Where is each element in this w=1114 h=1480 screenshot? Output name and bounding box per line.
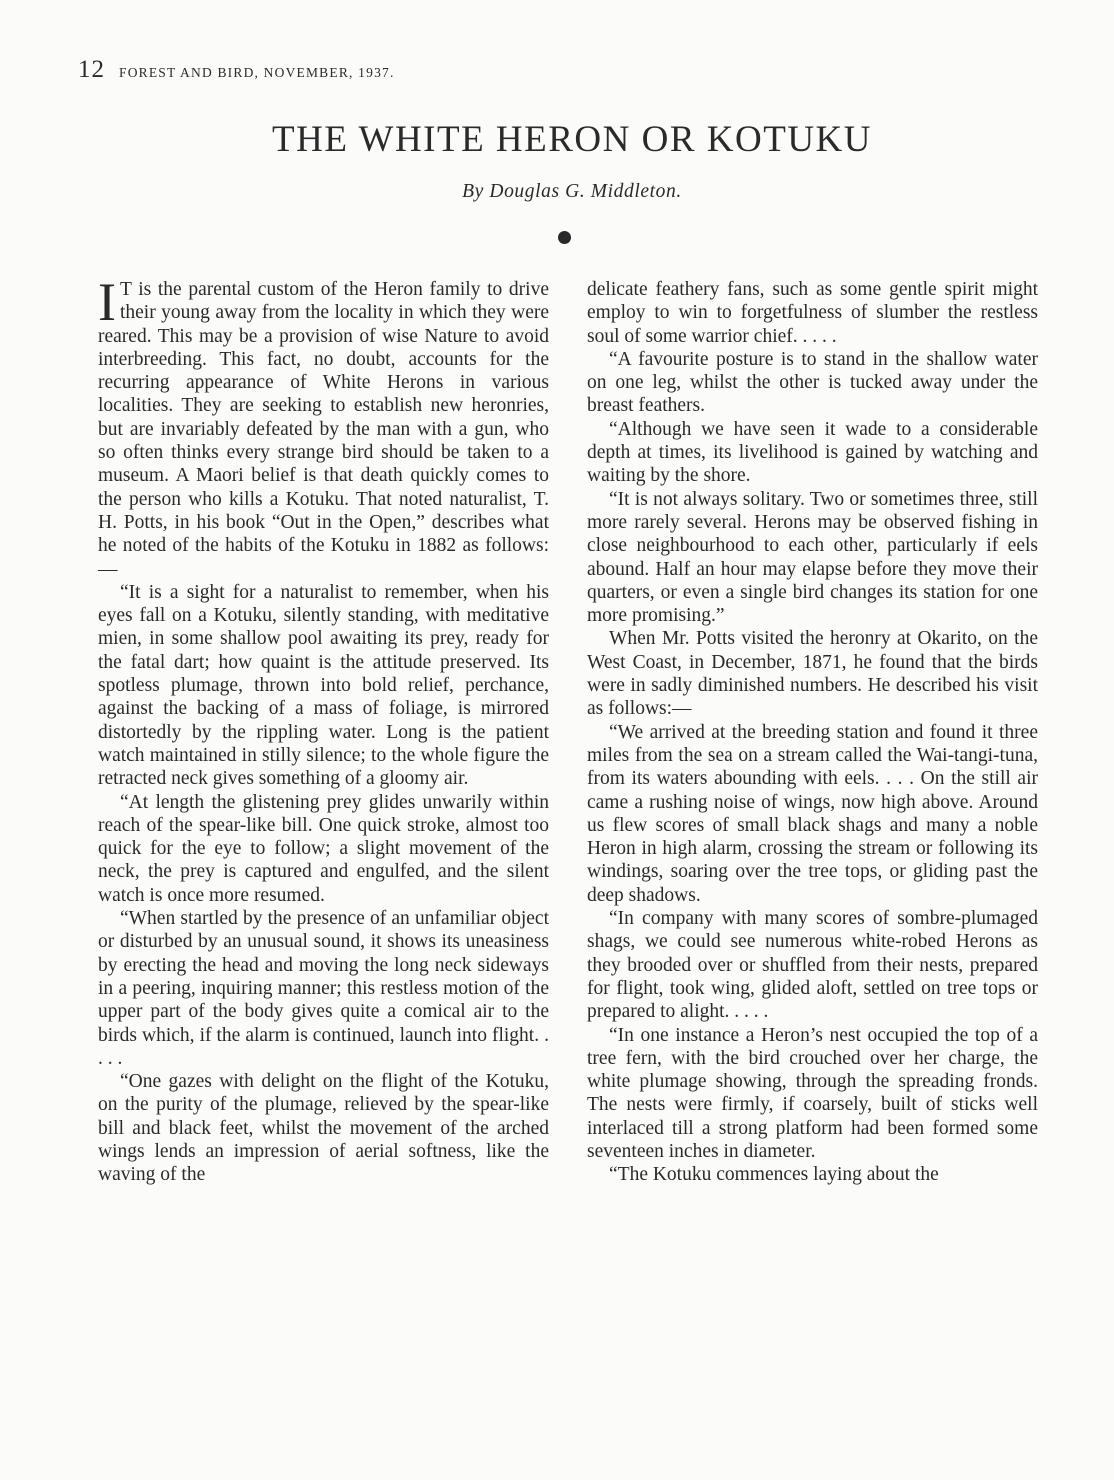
bullet-ornament bbox=[558, 231, 571, 244]
paragraph: “When startled by the presence of an unfamiliar object or disturbed by an unusual sound, it shows its uneasiness by erecting the head and moving the long neck sideways in a peering, inquiring manner; this restless motion of the upper part of the body gives quite a comical air to the birds which, if the alarm is continued, launch into flight. . . . . bbox=[98, 908, 549, 1069]
paragraph: “In one instance a Heron’s nest occupied the top of a tree fern, with the bird crouched over her charge, the white plumage showing, through the spreading fronds. The nests were firmly, if coarsely, built of sticks well interlaced till a strong platform had been formed some seventeen inches in diameter. bbox=[587, 1024, 1038, 1162]
right-column bbox=[587, 278, 1038, 1187]
drop-cap: I bbox=[98, 272, 116, 332]
paragraph: “Although we have seen it wade to a considerable depth at times, its livelihood is gained by watching and waiting by the shore. bbox=[587, 418, 1038, 487]
article-byline: By Douglas G. Middleton. bbox=[462, 181, 682, 202]
left-column bbox=[98, 272, 549, 1187]
paragraph: “One gazes with delight on the flight of the Kotuku, on the purity of the plumage, relieved by the spear-like bill and black feet, whilst the movement of the arched wings lends an impression of aerial softness, like the waving of the bbox=[98, 1071, 549, 1186]
running-head bbox=[78, 56, 395, 84]
paragraph: “In company with many scores of sombre-plumaged shags, we could see numerous white-robed Herons as they brooded over or shuffled from their nests, prepared for flight, took wing, glided aloft, settled on tree tops or prepared to alight. . . . . bbox=[587, 908, 1038, 1023]
paragraph: “It is not always solitary. Two or sometimes three, still more rarely several. Herons may be observed fishing in close neighbourhood to each other, particularly if eels abound. Half an hour may elapse before they move their quarters, or even a single bird changes its station for one more promising.” bbox=[587, 488, 1038, 627]
page-number: 12 bbox=[78, 56, 105, 83]
publication-line: FOREST AND BIRD, NOVEMBER, 1937. bbox=[119, 65, 395, 80]
paragraph: “At length the glistening prey glides unwarily within reach of the spear-like bill. One quick stroke, almost too quick for the eye to follow; a slight movement of the neck, the prey is captured and engulfed, and the silent watch is once more resumed. bbox=[98, 791, 549, 906]
paragraph: When Mr. Potts visited the heronry at Okarito, on the West Coast, in December, 1871, he found that the birds were in sadly diminished numbers. He described his visit as follows:— bbox=[587, 628, 1038, 720]
paragraph-text: T is the parental custom of the Heron family to drive their young away from the locality in which they were reared. This may be a provision of wise Nature to avoid interbreeding. This fact, no doubt, accounts for the recurring appearance of White Herons in various localities. They are seeking to establish new heronries, but are invariably defeated by the man with a gun, who so often thinks every strange bird should be taken to a museum. A Maori belief is that death quickly comes to the person who kills a Kotuku. That noted naturalist, T. H. Potts, in his book “Out in the Open,” describes what he noted of the habits of the Kotuku in 1882 as follows:— bbox=[98, 279, 549, 580]
paragraph bbox=[98, 272, 549, 581]
paragraph: “A favourite posture is to stand in the shallow water on one leg, whilst the other is tucked away under the breast feathers. bbox=[587, 348, 1038, 417]
article-title: THE WHITE HERON OR KOTUKU bbox=[272, 119, 872, 160]
paragraph: delicate feathery fans, such as some gentle spirit might employ to win to forgetfulness of slumber the restless soul of some warrior chief. . . . . bbox=[587, 279, 1038, 347]
paragraph: “The Kotuku commences laying about the bbox=[609, 1164, 939, 1186]
paragraph: “It is a sight for a naturalist to remember, when his eyes fall on a Kotuku, silently standing, with meditative mien, in some shallow pool awaiting its prey, ready for the fatal dart; how quaint is the attitude preserved. Its spotless plumage, thrown into bold relief, perchance, against the backing of a mass of foliage, is mirrored distortedly by the rippling water. Long is the patient watch maintained in stilly silence; to the whole figure the retracted neck gives something of a gloomy air. bbox=[98, 581, 549, 790]
paragraph: “We arrived at the breeding station and found it three miles from the sea on a stream called the Wai-tangi-tuna, from its waters abounding with eels. . . . On the still air came a rushing noise of wings, now high above. Around us flew scores of small black shags and many a noble Heron in high alarm, crossing the stream or following its windings, soaring over the tree tops, or gliding past the deep shadows. bbox=[587, 721, 1038, 906]
